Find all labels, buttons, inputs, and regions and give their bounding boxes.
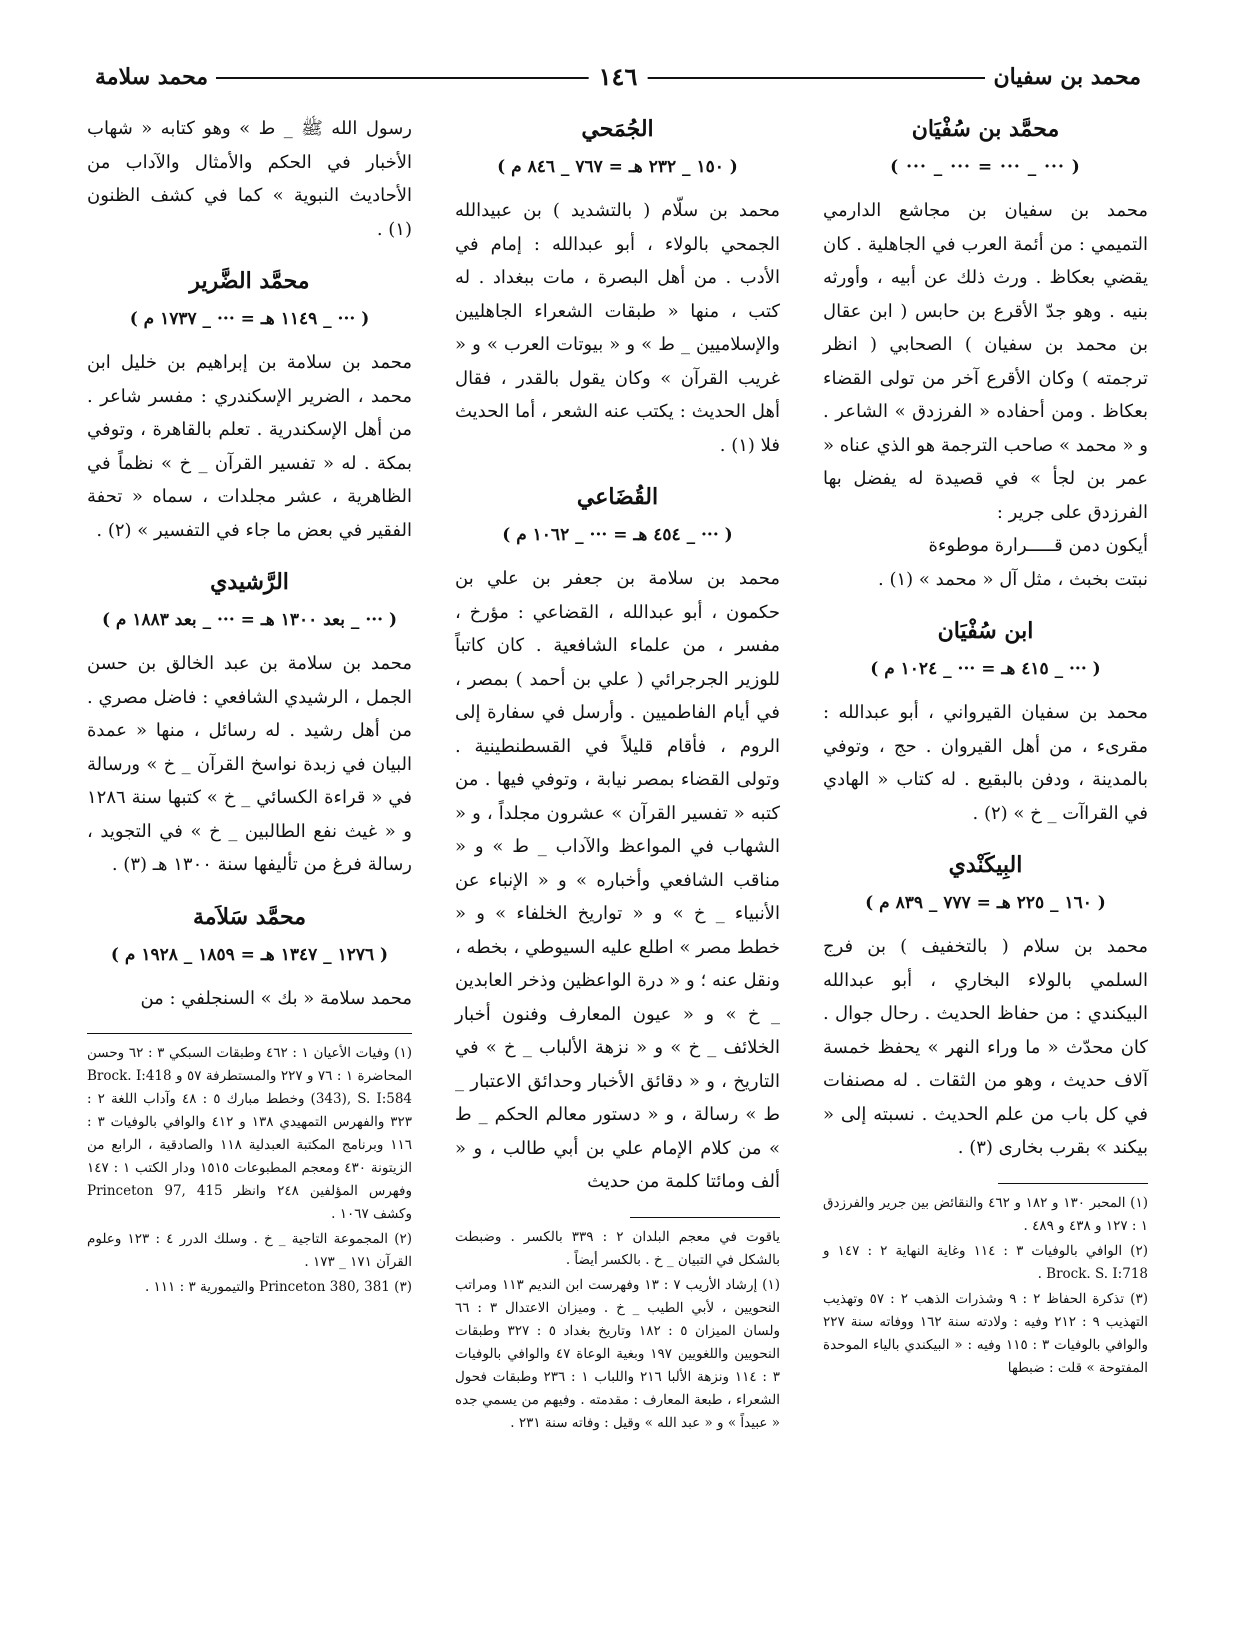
entry-text: محمد بن سلّام ( بالتشديد ) بن عبيدالله الجمحي بالولاء ، أبو عبدالله : إمام في الأدب . من أهل البصرة ، مات ببغداد . له كتب ، منها « طبقات الشعراء الجاهليين والإسلاميين _ ط » و « بيوتات العرب » و « غريب القرآن » وكان يقول بالقدر ، فقال أهل الحديث : يكتب عنه الشعر ، أما الحديث فلا (١) . [455,200,780,456]
entry-title: ابن سُفْيَان [937,618,1034,644]
footnote: ياقوت في معجم البلدان ٢ : ٣٣٩ بالكسر . وضبطت بالشكل في التبيان _ خ . بالكسر أيضاً . [455,1228,780,1268]
entry-dates: ( ··· _ ٤١٥ هـ = ··· _ ١٠٢٤ م ) [870,659,1101,679]
footnote: (١) وفيات الأعيان ١ : ٤٦٢ وطبقات السبكي ٣ : ٦٢ وحسن المحاضرة ١ : ٧٦ و ٢٢٧ والمستطرفة ٥٧ و Brock. I:418 (343), S. I:584 وخطط مبارك ٥ : ٤٨ وآداب اللغة ٢ : ٣٢٣ والفهرس التمهيدي ١٣٨ و ٤١٢ والوافي بالوفيات ٣ : ١١٦ وبرنامج المكتبة العبدلية ١١٨ والصادقية ، الرابع من الزيتونة ٤٣٠ ومعجم المطبوعات ١٥١٥ ودار الكتب ١ : ١٤٧ وفهرس المؤلفين ٢٤٨ وانظر Princeton 97, 415 وكشف ١٠٦٧ . [87,1045,413,1222]
entry-al-rashidi [87,565,412,882]
footnote-separator [998,1183,1148,1184]
entry-text: محمد بن سلامة بن عبد الخالق بن حسن الجمل ، الرشيدي الشافعي : فاضل مصري . من أهل رشيد . له رسائل ، منها « عمدة البيان في زبدة نواسخ القرآن _ خ » ورسالة في « قراءة الكسائي _ خ » كتبها سنة ١٢٨٦ و « غيث نفع الطالبين _ خ » في التجويد ، رسالة فرغ من تأليفها سنة ١٣٠٠ هـ (٣) . [87,653,412,875]
entry-dates: ( ··· _ ··· = ··· _ ··· ) [890,157,1081,177]
entry-text: محمد سلامة « بك » السنجلفي : من [140,987,412,1009]
entry-al-qudai [455,480,780,1199]
entry-dates: ( ··· _ ١١٤٩ هـ = ··· _ ١٧٣٧ م ) [129,309,370,329]
running-head-right: محمد بن سفيان [985,62,1141,92]
entry-dates: ( ١٦٠ _ ٢٢٥ هـ = ٧٧٧ _ ٨٣٩ م ) [865,893,1106,913]
footnote: (٣) تذكرة الحفاظ ٢ : ٩ وشذرات الذهب ٢ : ٥٧ وتهذيب التهذيب ٩ : ٢١٢ وفيه : ولادته سنة ١٦٢ ووفاته سنة ٢٢٧ والوافي بالوفيات ٣ : ١١٥ وفيه : « البيكندي بالياء الموحدة المفتوحة » قلت : ضبطها [823,1290,1148,1376]
entry-text: محمد بن سلام ( بالتخفيف ) بن فرج السلمي بالولاء البخاري ، أبو عبدالله البيكندي : من حفاظ الحديث . رحال جوال . كان محدّث « ما وراء النهر » يحفظ خمسة آلاف حديث ، وهو من الثقات . له مصنفات في كل باب من علم الحديث . نسبته إلى « بيكند » بقرب بخارى (٣) . [823,936,1148,1158]
entry-dates: ( ··· _ بعد ١٣٠٠ هـ = ··· _ بعد ١٨٨٣ م ) [101,610,398,630]
column-right [823,112,1148,1612]
entry-muhammad-salama [87,900,412,1016]
column-left [87,112,412,1612]
entry-title: القُضَاعي [576,484,659,510]
footnote-separator [630,1217,780,1218]
page-number: ١٤٦ [589,62,648,92]
entry-al-jumahi [455,112,780,462]
entry-muhammad-ibn-sufyan [823,112,1148,596]
entry-continuation [87,112,412,246]
entry-al-baykandi [823,848,1148,1165]
entry-title: البِيكَنْدي [948,852,1023,878]
page-header [95,62,1141,98]
entry-text: محمد بن سفيان بن مجاشع الدارمي التميمي : من أئمة العرب في الجاهلية . كان يقضي بعكاظ . ورث ذلك عن أبيه ، وأورثه بنيه . وهو جدّ الأقرع بن حابس ( ابن عقال بن محمد بن سفيان ) الصحابي ( انظر ترجمته ) وكان الأقرع آخر من تولى القضاء بعكاظ . ومن أحفاده « الفرزدق » الشاعر . و « محمد » صاحب الترجمة هو الذي عناه « عمر بن لجأ » في قصيدة له يفضل بها الفرزدق على جرير : [823,200,1148,523]
entry-text: محمد بن سلامة بن إبراهيم بن خليل ابن محمد ، الضرير الإسكندري : مفسر شاعر . من أهل الإسكندرية . تعلم بالقاهرة ، وتوفي بمكة . له « تفسير القرآن _ خ » نظماً في الظاهرية ، عشر مجلدات ، سماه « تحفة الفقير في بعض ما جاء في التفسير » (٢) . [87,352,412,541]
footnote: (٣) Princeton 380, 381 والتيمورية ٣ : ١١١ . [144,1279,412,1295]
running-head-left: محمد سلامة [95,62,216,92]
entry-title: الرَّشيدي [210,569,289,595]
entry-al-darir [87,264,412,547]
entry-title: الجُمَحي [581,116,654,142]
footnote-separator [87,1033,412,1034]
entry-text: محمد بن سلامة بن جعفر بن علي بن حكمون ، أبو عبدالله ، القضاعي : مؤرخ ، مفسر ، من علماء الشافعية . كان كاتباً للوزير الجرجرائي ( علي بن أحمد ) بمصر ، في أيام الفاطميين . وأرسل في سفارة إلى الروم ، فأقام قليلاً في القسطنطينية . وتولى القضاء بمصر نيابة ، وتوفي فيها . من كتبه « تفسير القرآن » عشرون مجلداً ، و « الشهاب في المواعظ والآداب _ ط » و « مناقب الشافعي وأخباره » و « الإنباء عن الأنبياء _ خ » و « تواريخ الخلفاء » و « خطط مصر » اطلع عليه السيوطي ، بخطه ، ونقل عنه ؛ و « درة الواعظين وذخر العابدين _ خ » و « عيون المعارف وفنون أخبار الخلائف _ خ » و « نزهة الألباب _ خ » في التاريخ ، و « دقائق الأخبار وحدائق الاعتبار _ ط » رسالة ، و « دستور معالم الحكم _ ط » من كلام الإمام علي بن أبي طالب ، و « ألف ومائتا كلمة من حديث [455,568,780,1192]
entry-text: محمد بن سفيان القيرواني ، أبو عبدالله : مقرىء ، من أهل القيروان . حج ، وتوفي بالمدينة ، ودفن بالبقيع . له كتاب « الهادي في القراآت _ خ » (٢) . [823,702,1148,824]
entry-text: رسول الله ﷺ _ ط » وهو كتابه « شهاب الأخبار في الحكم والأمثال والآداب من الأحاديث النبوية » كما في كشف الظنون (١) . [87,118,412,240]
entry-dates: ( ١٥٠ _ ٢٣٢ هـ = ٧٦٧ _ ٨٤٦ م ) [497,157,738,177]
footnote: (١) المحبر ١٣٠ و ١٨٢ و ٤٦٢ والنقائض بين جرير والفرزدق ١ : ١٢٧ و ٤٣٨ و ٤٨٩ . [823,1194,1148,1234]
footnote: (٢) الوافي بالوفيات ٣ : ١١٤ وغاية النهاية ٢ : ١٤٧ و Brock. S. I:718 . [823,1242,1148,1282]
entry-dates: ( ١٢٧٦ _ ١٣٤٧ هـ = ١٨٥٩ _ ١٩٢٨ م ) [110,944,389,965]
entry-title: محمَّد بن سُفْيَان [911,116,1060,142]
entry-title: محمَّد سَلاَمة [192,903,307,930]
footnote: (١) إرشاد الأريب ٧ : ١٣ وفهرست ابن النديم ١١٣ ومراتب النحويين ، لأبي الطيب _ خ . وميزان الاعتدال ٣ : ٦٦ ولسان الميزان ٥ : ١٨٢ وتاريخ بغداد ٥ : ٣٢٧ وطبقات النحويين واللغويين ١٩٧ وبغية الوعاة ٤٧ والوافي بالوفيات ٣ : ١١٤ ونزهة الألبا ٢١٦ واللباب ١ : ٢٣٦ وطبقات فحول الشعراء ، طبعة المعارف : مقدمته . وفيهم من يسمي جده « عبيداً » و « عبد الله » وقيل : وفاته سنة ٢٣١ . [455,1276,780,1431]
entry-ibn-sufyan [823,614,1148,830]
verse-line-2: نبتت بخبث ، مثل آل « محمد » (١) . [878,568,1148,590]
verse-line-1: أيكون دمن قـــــرارة موطوءة [928,535,1148,556]
entry-title: محمَّد الضَّرير [189,268,310,294]
entry-dates: ( ··· _ ٤٥٤ هـ = ··· _ ١٠٦٢ م ) [502,525,733,545]
footnote: (٢) المجموعة التاجية _ خ . وسلك الدرر ٤ : ١٢٣ وعلوم القرآن ١٧١ _ ١٧٣ . [87,1231,413,1270]
column-middle [455,112,780,1612]
